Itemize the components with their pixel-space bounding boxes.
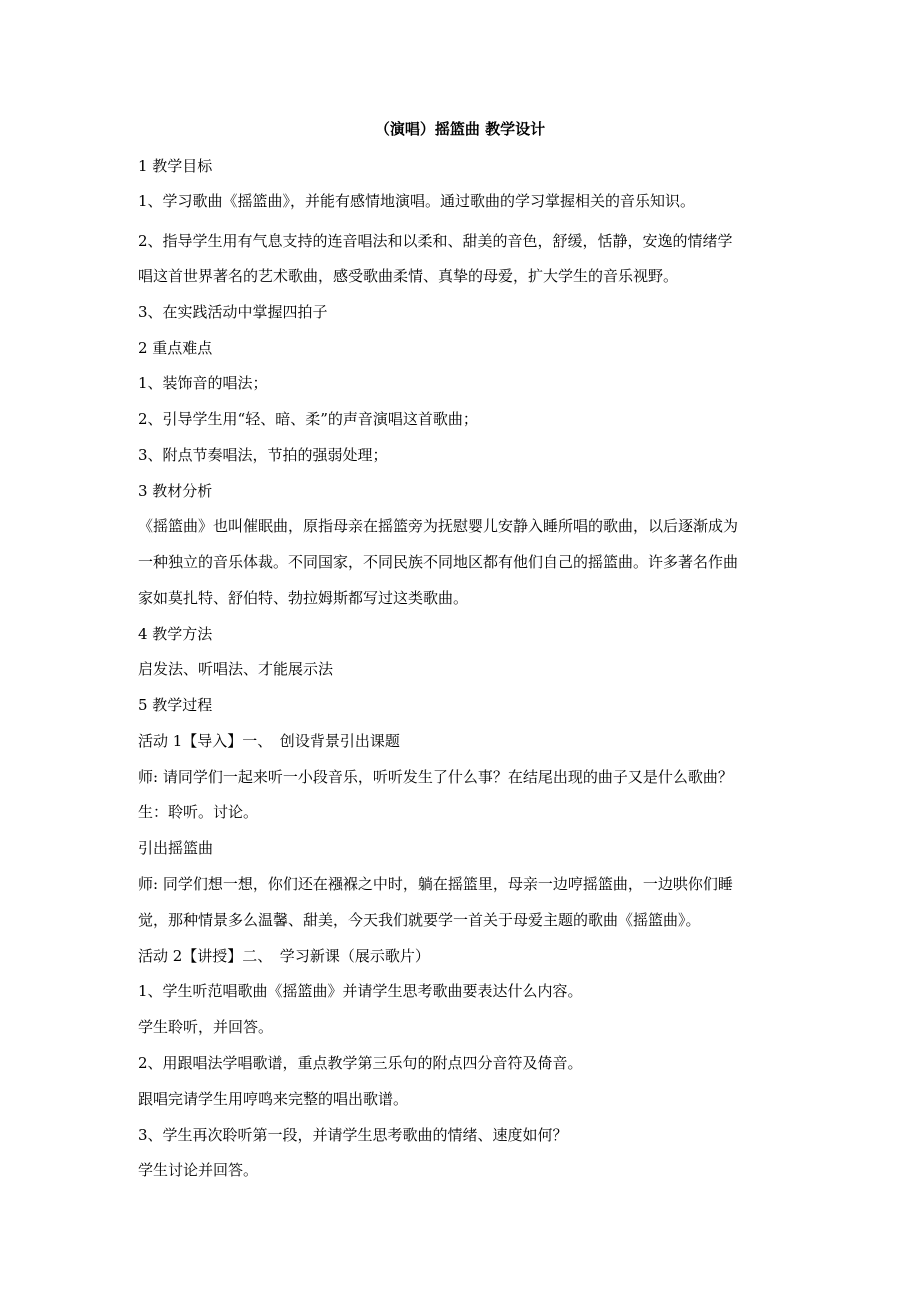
text-line: 3、学生再次聆听第一段，并请学生思考歌曲的情绪、速度如何？: [138, 1126, 568, 1144]
text-line: 跟唱完请学生用哼鸣来完整的唱出歌谱。: [138, 1090, 409, 1108]
text-line: 1、学习歌曲《摇篮曲》，并能有感情地演唱。通过歌曲的学习掌握相关的音乐知识。: [138, 192, 696, 210]
section-heading-key-points: 2 重点难点: [138, 339, 213, 357]
text-line: 3、在实践活动中掌握四拍子: [138, 303, 328, 321]
text-line: 《摇篮曲》也叫催眠曲，原指母亲在摇篮旁为抚慰婴儿安静入睡所唱的歌曲，以后逐渐成为: [138, 517, 739, 535]
text-line: 师: 同学们想一想，你们还在襁褓之中时，躺在摇篮里，母亲一边哼摇篮曲，一边哄你们睡: [138, 875, 733, 893]
text-line: 师: 请同学们一起来听一小段音乐，听听发生了什么事？在结尾出现的曲子又是什么歌曲？: [138, 768, 733, 786]
section-heading-process: 5 教学过程: [138, 696, 213, 714]
text-line: 2、指导学生用有气息支持的连音唱法和以柔和、甜美的音色，舒缓，恬静，安逸的情绪学: [138, 232, 733, 250]
text-line: 学生聆听，并回答。: [138, 1018, 274, 1036]
document-title: （演唱）摇篮曲 教学设计: [374, 120, 546, 138]
text-line: 2、用跟唱法学唱歌谱，重点教学第三乐句的附点四分音符及倚音。: [138, 1054, 583, 1072]
text-line: 唱这首世界著名的艺术歌曲，感受歌曲柔情、真挚的母爱，扩大学生的音乐视野。: [138, 267, 679, 285]
section-heading-objectives: 1 教学目标: [138, 157, 213, 175]
text-line: 3、附点节奏唱法，节拍的强弱处理；: [138, 446, 388, 464]
text-line: 1、学生听范唱歌曲《摇篮曲》并请学生思考歌曲要表达什么内容。: [138, 982, 583, 1000]
text-line: 引出摇篮曲: [138, 839, 214, 857]
text-line: 2、引导学生用“轻、暗、柔”的声音演唱这首歌曲；: [138, 410, 478, 428]
text-line: 学生讨论并回答。: [138, 1161, 259, 1179]
section-heading-methods: 4 教学方法: [138, 625, 213, 643]
activity-heading-2: 活动 2【讲授】二、 学习新课（展示歌片）: [138, 947, 430, 965]
text-line: 觉，那种情景多么温馨、甜美，今天我们就要学一首关于母爱主题的歌曲《摇篮曲》。: [138, 911, 701, 929]
text-line: 生：聆听。讨论。: [138, 803, 259, 821]
text-line: 1、装饰音的唱法；: [138, 374, 268, 392]
text-line: 家如莫扎特、舒伯特、勃拉姆斯都写过这类歌曲。: [138, 589, 469, 607]
text-line: 一种独立的音乐体裁。不同国家，不同民族不同地区都有他们自己的摇篮曲。许多著名作曲: [138, 553, 739, 571]
text-line: 启发法、听唱法、才能展示法: [138, 660, 334, 678]
activity-heading-1: 活动 1【导入】一、 创设背景引出课题: [138, 732, 400, 750]
section-heading-material-analysis: 3 教材分析: [138, 482, 213, 500]
